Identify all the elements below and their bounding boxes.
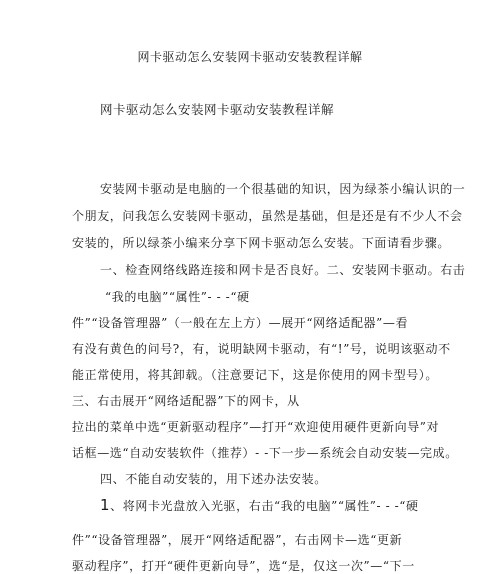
paragraph-line: 话框—选“自动安装软件（推荐）- -下一步—系统会自动安装—完成。	[72, 446, 458, 460]
page-header-title: 网卡驱动怎么安装网卡驱动安装教程详解	[137, 50, 363, 64]
paragraph-line: 个朋友，问我怎么安装网卡驱动，虽然是基础，但是还是有不少人不会	[72, 209, 463, 223]
paragraph-line: 一、检查网络线路连接和网卡是否良好。二、安装网卡驱动。右击	[100, 263, 466, 277]
paragraph-line: 件”“设备管理器”，展开“网络适配器”，右击网卡—选“更新	[72, 533, 403, 547]
step-line	[100, 496, 419, 514]
paragraph-line: 驱动程序”，打开“硬件更新向导”，选“是，仅这一次”—“下一	[72, 559, 415, 573]
paragraph-line: 拉出的菜单中选“更新驱动程序”—打开“欢迎使用硬件更新向导”对	[72, 420, 440, 434]
paragraph-line: 有没有黄色的问号?，有，说明缺网卡驱动，有“!”号，说明该驱动不	[72, 342, 451, 356]
paragraph-line: 安装网卡驱动是电脑的一个很基础的知识，因为绿茶小编认识的一	[100, 182, 466, 196]
step-text: 、将网卡光盘放入光驱，右击“我的电脑”“属性”- - -“硬	[110, 499, 419, 513]
paragraph-line: “我的电脑”“属性”- - -“硬	[105, 290, 250, 304]
paragraph-line: 件”“设备管理器”（一般在左上方）—展开“网络适配器”—看	[72, 316, 409, 330]
paragraph-line: 三、右击展开“网络适配器”下的网卡，从	[72, 394, 300, 408]
document-title: 网卡驱动怎么安装网卡驱动安装教程详解	[100, 102, 335, 117]
paragraph-line: 四、不能自动安装的，用下述办法安装。	[100, 472, 327, 486]
paragraph-line: 安装的，所以绿茶小编来分享下网卡驱动怎么安装。下面请看步骤。	[72, 236, 451, 250]
paragraph-line: 能正常使用，将其卸载。（注意要记下，这是你使用的网卡型号）。	[72, 368, 439, 382]
step-number: 1	[100, 496, 111, 514]
